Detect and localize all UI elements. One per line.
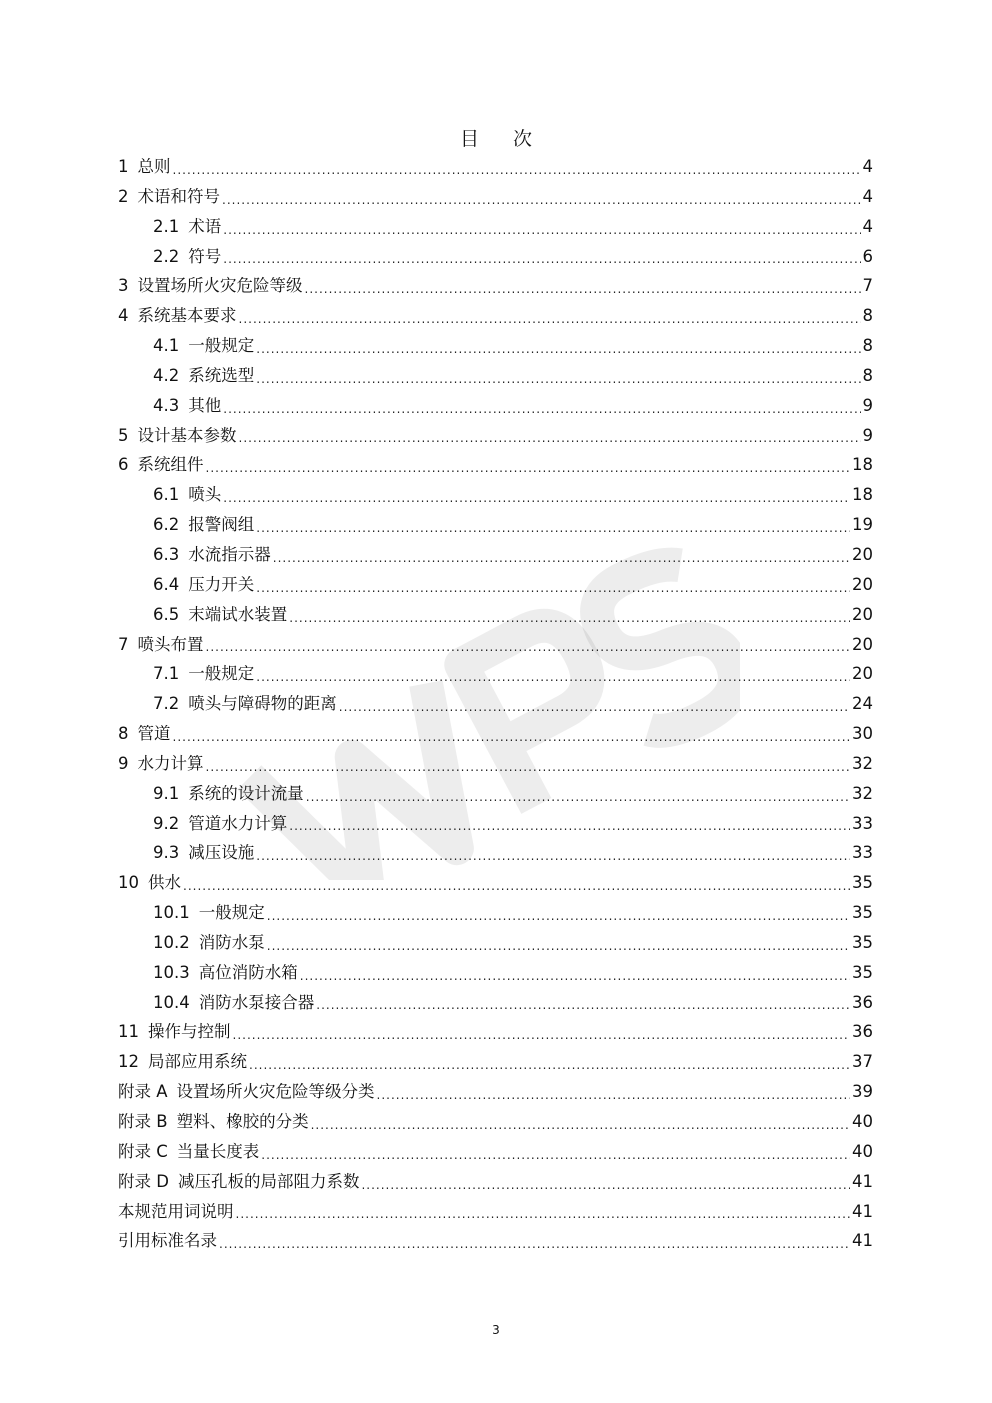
toc-entry-number: 9 <box>118 753 129 773</box>
toc-entry-number: 4.2 <box>153 365 180 385</box>
toc-entry-label: 一般规定 <box>198 903 265 923</box>
toc-entry-label: 设置场所火灾危险等级 <box>137 276 303 296</box>
toc-leader-dots <box>361 1173 850 1197</box>
toc-leader-dots <box>305 277 861 301</box>
toc-leader-dots <box>306 785 850 809</box>
toc-entry-page: 40 <box>852 1141 873 1161</box>
toc-entry-page: 20 <box>852 604 873 624</box>
toc-leader-dots <box>300 964 850 988</box>
toc-entry-number: 4.1 <box>153 336 180 356</box>
toc-entry-number: 6 <box>118 455 129 475</box>
toc-entry-page: 41 <box>852 1231 873 1251</box>
toc-entry[interactable] <box>118 809 873 839</box>
toc-entry-number: 12 <box>118 1052 139 1072</box>
toc-entry-page: 36 <box>852 992 873 1012</box>
toc-entry[interactable] <box>118 659 873 689</box>
toc-entry-page: 41 <box>852 1201 873 1221</box>
toc-leader-dots <box>206 635 851 659</box>
toc-entry-label: 系统的设计流量 <box>188 783 304 803</box>
toc-entry-number: 9.1 <box>153 783 180 803</box>
toc-entry-page: 40 <box>852 1112 873 1131</box>
toc-entry-number: 6.3 <box>153 544 180 564</box>
toc-entry-label: 局部应用系统 <box>148 1052 247 1072</box>
toc-entry-number: 4 <box>118 306 129 326</box>
toc-entry-page: 33 <box>852 813 873 833</box>
toc-entry-number: 10.3 <box>153 962 190 982</box>
toc-entry-label: 末端试水装置 <box>188 604 288 624</box>
toc-entry-label: 设计基本参数 <box>137 425 237 445</box>
toc-entry-number: 6.4 <box>153 574 180 594</box>
toc-entry-number: 4.3 <box>153 395 180 415</box>
toc-entry-label: 塑料、橡胶的分类 <box>176 1112 309 1131</box>
toc-entry-number: 附录 B <box>118 1112 168 1131</box>
toc-entry-label: 一般规定 <box>188 336 255 356</box>
toc-entry-page: 32 <box>852 753 873 773</box>
toc-entry-label: 引用标准名录 <box>118 1231 217 1251</box>
toc-leader-dots <box>256 665 850 689</box>
toc-entry-label: 喷头与障碍物的距离 <box>188 694 337 714</box>
toc-leader-dots <box>289 606 850 630</box>
toc-leader-dots <box>183 874 850 898</box>
toc-leader-dots <box>267 904 850 928</box>
toc-entry[interactable] <box>118 182 873 212</box>
toc-entry-page: 20 <box>852 664 873 684</box>
toc-entry-page: 35 <box>852 932 873 952</box>
toc-entry-number: 6.1 <box>153 485 180 505</box>
toc-entry-number: 11 <box>118 1022 139 1042</box>
toc-leader-dots <box>239 426 861 450</box>
toc-entry-number: 7 <box>118 634 129 654</box>
toc-entry-label: 喷头布置 <box>137 634 204 654</box>
toc-entry-label: 高位消防水箱 <box>198 962 298 982</box>
toc-entry[interactable] <box>118 152 873 182</box>
toc-entry[interactable] <box>118 540 873 570</box>
toc-entry-page: 35 <box>852 903 873 923</box>
toc-leader-dots <box>256 367 860 391</box>
page-number: 3 <box>492 1323 500 1337</box>
toc-entry-number: 2.2 <box>153 246 180 266</box>
toc-entry[interactable] <box>118 331 873 361</box>
toc-leader-dots <box>239 307 861 331</box>
toc-entry[interactable] <box>118 570 873 600</box>
toc-leader-dots <box>256 576 850 600</box>
toc-leader-dots <box>223 218 860 242</box>
toc-leader-dots <box>256 516 850 540</box>
toc-entry-number: 10.2 <box>153 932 190 952</box>
toc-entry-number: 10 <box>118 873 139 893</box>
toc-entry-number: 7.1 <box>153 664 180 684</box>
toc-entry-page: 8 <box>862 306 873 326</box>
toc-entry-label: 其他 <box>188 395 222 415</box>
toc-entry-label: 系统选型 <box>188 365 255 385</box>
toc-entry-page: 30 <box>852 724 873 744</box>
toc-leader-dots <box>206 456 851 480</box>
toc-entry-label: 系统基本要求 <box>137 306 237 326</box>
toc-leader-dots <box>223 247 860 271</box>
toc-entry-page: 6 <box>862 246 873 266</box>
toc-leader-dots <box>316 993 850 1017</box>
toc-entry-label: 系统组件 <box>137 455 204 475</box>
toc-entry-number: 10.1 <box>153 903 190 923</box>
toc-entry-page: 19 <box>852 515 873 535</box>
toc-entry-label: 一般规定 <box>188 664 255 684</box>
toc-entry-number: 9.3 <box>153 843 180 863</box>
toc-entry-page: 18 <box>852 455 873 475</box>
toc-entry[interactable] <box>118 212 873 242</box>
toc-entry-page: 39 <box>852 1082 873 1102</box>
toc-entry-page: 36 <box>852 1022 873 1042</box>
toc-leader-dots <box>223 397 860 421</box>
toc-entry[interactable] <box>118 928 873 958</box>
table-of-contents <box>118 152 873 1256</box>
toc-leader-dots <box>223 486 850 510</box>
toc-entry-number: 6.5 <box>153 604 180 624</box>
toc-entry[interactable] <box>118 630 873 660</box>
toc-entry[interactable] <box>118 1137 873 1167</box>
toc-leader-dots <box>339 695 850 719</box>
toc-entry-label: 压力开关 <box>188 574 255 594</box>
toc-entry-label: 当量长度表 <box>176 1141 260 1161</box>
toc-entry-number: 2.1 <box>153 216 180 236</box>
toc-entry[interactable] <box>118 958 873 988</box>
toc-entry[interactable] <box>118 988 873 1018</box>
toc-entry[interactable] <box>118 868 873 898</box>
toc-entry[interactable] <box>118 361 873 391</box>
toc-entry[interactable] <box>118 600 873 630</box>
toc-entry[interactable] <box>118 749 873 779</box>
toc-entry-label: 水流指示器 <box>188 544 271 564</box>
toc-entry-page: 35 <box>852 873 873 893</box>
toc-entry[interactable] <box>118 391 873 421</box>
toc-leader-dots <box>233 1023 851 1047</box>
toc-entry-page: 4 <box>862 157 873 176</box>
toc-entry-label: 设置场所火灾危险等级分类 <box>176 1082 375 1102</box>
toc-entry-label: 减压设施 <box>188 843 255 863</box>
toc-entry-label: 消防水泵 <box>198 932 265 952</box>
toc-leader-dots <box>206 755 851 779</box>
toc-entry[interactable] <box>118 480 873 510</box>
toc-entry[interactable] <box>118 1077 873 1107</box>
toc-entry-page: 8 <box>862 365 873 385</box>
toc-entry-number: 9.2 <box>153 813 180 833</box>
toc-entry-label: 水力计算 <box>137 753 204 773</box>
toc-leader-dots <box>289 814 850 838</box>
toc-entry-label: 操作与控制 <box>148 1022 231 1042</box>
toc-leader-dots <box>273 546 850 570</box>
toc-entry-page: 37 <box>852 1052 873 1072</box>
toc-entry-number: 3 <box>118 276 129 296</box>
toc-entry[interactable] <box>118 421 873 451</box>
toc-entry-number: 1 <box>118 157 129 176</box>
toc-entry[interactable] <box>118 1197 873 1227</box>
toc-entry-label: 术语和符号 <box>137 186 220 206</box>
toc-entry[interactable] <box>118 689 873 719</box>
toc-entry-page: 18 <box>852 485 873 505</box>
toc-leader-dots <box>256 337 860 361</box>
toc-leader-dots <box>261 1143 850 1167</box>
toc-entry-page: 20 <box>852 574 873 594</box>
toc-entry[interactable] <box>118 450 873 480</box>
toc-entry-page: 4 <box>862 216 873 236</box>
page-title: 目 次 <box>459 128 547 150</box>
toc-entry-number: 8 <box>118 724 129 744</box>
toc-entry-label: 术语 <box>188 216 222 236</box>
toc-entry-label: 管道水力计算 <box>188 813 288 833</box>
toc-entry[interactable] <box>118 510 873 540</box>
toc-entry-label: 报警阀组 <box>188 515 255 535</box>
toc-leader-dots <box>311 1113 850 1137</box>
toc-entry-label: 符号 <box>188 246 222 266</box>
toc-entry-page: 9 <box>862 425 873 445</box>
toc-entry[interactable] <box>118 719 873 749</box>
toc-entry[interactable] <box>118 779 873 809</box>
toc-entry[interactable] <box>118 1017 873 1047</box>
toc-entry-number: 附录 C <box>118 1141 168 1161</box>
toc-entry[interactable] <box>118 898 873 928</box>
toc-entry-number: 附录 D <box>118 1171 169 1191</box>
toc-entry-page: 9 <box>862 395 873 415</box>
toc-leader-dots <box>377 1083 850 1107</box>
toc-entry-label: 供水 <box>148 873 181 893</box>
toc-leader-dots <box>173 725 851 749</box>
toc-entry-label: 管道 <box>137 724 171 744</box>
toc-entry-page: 33 <box>852 843 873 863</box>
toc-entry[interactable] <box>118 838 873 868</box>
toc-entry[interactable] <box>118 301 873 331</box>
toc-entry-page: 7 <box>862 276 873 296</box>
toc-leader-dots <box>267 934 850 958</box>
toc-entry-page: 20 <box>852 544 873 564</box>
toc-entry[interactable] <box>118 1047 873 1077</box>
toc-leader-dots <box>173 158 861 182</box>
toc-entry-page: 35 <box>852 962 873 982</box>
toc-entry-number: 10.4 <box>153 992 190 1012</box>
toc-entry-page: 24 <box>852 694 873 714</box>
toc-entry[interactable] <box>118 1167 873 1197</box>
toc-leader-dots <box>249 1053 850 1077</box>
toc-entry-number: 2 <box>118 186 129 206</box>
toc-entry-number: 5 <box>118 425 129 445</box>
toc-leader-dots <box>219 1232 850 1256</box>
toc-entry[interactable] <box>118 1226 873 1256</box>
toc-leader-dots <box>222 188 861 212</box>
toc-entry[interactable] <box>118 1107 873 1137</box>
toc-entry[interactable] <box>118 242 873 272</box>
toc-entry-label: 喷头 <box>188 485 222 505</box>
toc-leader-dots <box>256 844 850 868</box>
toc-entry-page: 20 <box>852 634 873 654</box>
toc-entry-label: 总则 <box>137 157 171 176</box>
toc-entry-page: 41 <box>852 1171 873 1191</box>
toc-entry[interactable] <box>118 271 873 301</box>
toc-entry-number: 附录 A <box>118 1082 168 1102</box>
toc-entry-label: 本规范用词说明 <box>118 1201 234 1221</box>
toc-entry-page: 8 <box>862 336 873 356</box>
toc-entry-number: 6.2 <box>153 515 180 535</box>
toc-entry-page: 32 <box>852 783 873 803</box>
toc-entry-label: 减压孔板的局部阻力系数 <box>177 1171 360 1191</box>
toc-leader-dots <box>236 1202 851 1226</box>
toc-entry-label: 消防水泵接合器 <box>198 992 315 1012</box>
toc-entry-page: 4 <box>862 186 873 206</box>
toc-entry-number: 7.2 <box>153 694 180 714</box>
